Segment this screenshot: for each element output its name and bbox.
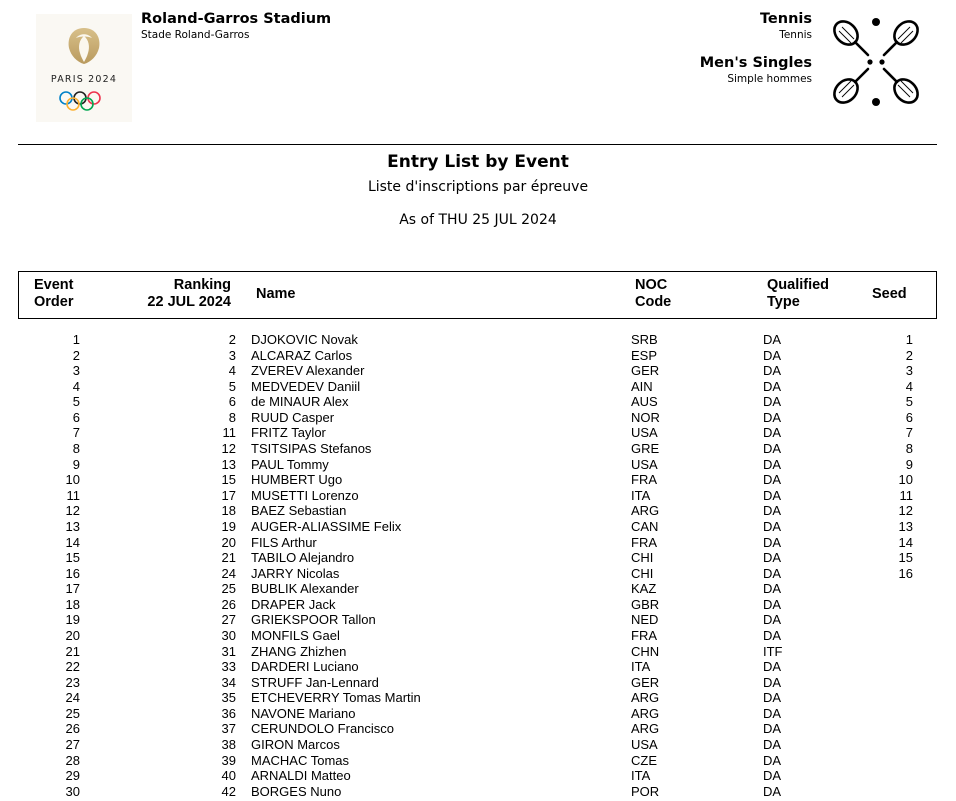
cell-seed: 10 xyxy=(898,472,913,488)
table-header xyxy=(18,271,937,319)
cell-event-order: 11 xyxy=(66,487,80,503)
paris-2024-logo xyxy=(36,14,132,122)
cell-ranking: 6 xyxy=(228,394,236,410)
cell-noc-code: CZE xyxy=(631,752,657,768)
table-row xyxy=(0,690,956,706)
cell-noc-code: FRA xyxy=(631,627,657,643)
cell-ranking: 17 xyxy=(221,487,236,503)
col-seed: Seed xyxy=(872,286,907,302)
col-noc-line2: Code xyxy=(635,294,672,310)
cell-athlete-name: MONFILS Gael xyxy=(251,627,340,643)
cell-athlete-name: CERUNDOLO Francisco xyxy=(251,721,395,737)
cell-noc-code: ITA xyxy=(631,659,651,675)
table-row xyxy=(0,721,956,737)
cell-event-order: 1 xyxy=(72,332,80,347)
cell-event-order: 12 xyxy=(65,503,80,519)
cell-qualified-type: DA xyxy=(763,596,782,612)
cell-event-order: 13 xyxy=(65,518,80,534)
cell-noc-code: CAN xyxy=(631,518,659,534)
cell-athlete-name: ALCARAZ Carlos xyxy=(251,347,353,363)
cell-athlete-name: ZHANG Zhizhen xyxy=(251,643,347,659)
cell-event-order: 30 xyxy=(65,783,80,799)
as-of-date: As of THU 25 JUL 2024 xyxy=(399,212,557,228)
cell-ranking: 5 xyxy=(228,378,236,394)
cell-athlete-name: DARDERI Luciano xyxy=(251,659,359,675)
cell-event-order: 2 xyxy=(72,347,80,363)
cell-noc-code: USA xyxy=(631,737,658,753)
cell-athlete-name: TABILO Alejandro xyxy=(251,550,355,566)
cell-noc-code: ARG xyxy=(631,503,660,519)
cell-qualified-type: DA xyxy=(763,332,782,347)
cell-ranking: 3 xyxy=(228,347,236,363)
cell-noc-code: FRA xyxy=(631,472,657,488)
cell-noc-code: KAZ xyxy=(631,581,657,597)
cell-seed: 12 xyxy=(898,503,913,519)
cell-athlete-name: NAVONE Mariano xyxy=(251,705,356,721)
cell-qualified-type: DA xyxy=(763,518,782,534)
cell-event-order: 9 xyxy=(72,456,80,472)
cell-qualified-type: DA xyxy=(763,705,782,721)
cell-athlete-name: BORGES Nuno xyxy=(251,783,342,799)
cell-qualified-type: DA xyxy=(763,425,782,441)
report-title: Entry List by Event xyxy=(387,152,569,172)
cell-athlete-name: MACHAC Tomas xyxy=(251,752,350,768)
table-row xyxy=(0,644,956,660)
cell-ranking: 18 xyxy=(221,503,236,519)
cell-athlete-name: RUUD Casper xyxy=(251,409,335,425)
cell-noc-code: CHI xyxy=(631,550,654,566)
cell-athlete-name: DRAPER Jack xyxy=(251,596,336,612)
entry-list xyxy=(0,332,956,799)
cell-ranking: 19 xyxy=(221,518,236,534)
cell-qualified-type: DA xyxy=(763,409,782,425)
cell-event-order: 3 xyxy=(72,363,80,379)
cell-event-order: 18 xyxy=(65,596,80,612)
cell-noc-code: ARG xyxy=(631,705,660,721)
cell-athlete-name: DJOKOVIC Novak xyxy=(251,332,358,347)
table-row xyxy=(0,581,956,597)
col-ranking xyxy=(147,277,231,311)
cell-event-order: 26 xyxy=(65,721,80,737)
cell-athlete-name: ZVEREV Alexander xyxy=(251,363,365,379)
header-divider xyxy=(18,144,937,145)
venue-block xyxy=(141,11,331,41)
table-row xyxy=(0,503,956,519)
cell-qualified-type: DA xyxy=(763,581,782,597)
cell-qualified-type: DA xyxy=(763,752,782,768)
col-ranking-line1: Ranking xyxy=(173,277,231,293)
cell-seed: 3 xyxy=(905,363,913,379)
cell-event-order: 6 xyxy=(72,409,80,425)
cell-noc-code: ITA xyxy=(631,768,651,784)
cell-athlete-name: MUSETTI Lorenzo xyxy=(251,487,359,503)
cell-ranking: 25 xyxy=(221,581,236,597)
venue-name-fr: Stade Roland-Garros xyxy=(141,29,250,41)
venue-name: Roland-Garros Stadium xyxy=(141,11,332,27)
table-row xyxy=(0,737,956,753)
cell-event-order: 17 xyxy=(65,581,80,597)
olympic-rings-icon xyxy=(56,90,112,112)
cell-athlete-name: ETCHEVERRY Tomas Martin xyxy=(251,690,421,706)
cell-seed: 16 xyxy=(898,565,913,581)
col-name: Name xyxy=(256,286,296,302)
table-row xyxy=(0,675,956,691)
cell-ranking: 15 xyxy=(221,472,236,488)
table-row xyxy=(0,535,956,551)
table-row xyxy=(0,410,956,426)
cell-qualified-type: DA xyxy=(763,456,782,472)
cell-event-order: 4 xyxy=(72,378,80,394)
col-ranking-line2: 22 JUL 2024 xyxy=(147,294,231,310)
cell-ranking: 42 xyxy=(221,783,236,799)
cell-seed: 9 xyxy=(905,456,913,472)
cell-noc-code: CHI xyxy=(631,565,654,581)
cell-seed: 13 xyxy=(898,518,913,534)
cell-athlete-name: MEDVEDEV Daniil xyxy=(251,378,361,394)
cell-seed: 6 xyxy=(905,409,913,425)
event-name-fr: Simple hommes xyxy=(727,73,812,85)
cell-ranking: 38 xyxy=(221,737,236,753)
cell-ranking: 2 xyxy=(228,332,236,347)
table-row xyxy=(0,441,956,457)
cell-noc-code: ARG xyxy=(631,690,660,706)
table-row xyxy=(0,379,956,395)
cell-noc-code: POR xyxy=(631,783,660,799)
cell-noc-code: NED xyxy=(631,612,659,628)
table-row xyxy=(0,753,956,769)
cell-qualified-type: DA xyxy=(763,737,782,753)
cell-ranking: 37 xyxy=(221,721,236,737)
cell-noc-code: GER xyxy=(631,674,660,690)
table-row xyxy=(0,784,956,800)
cell-event-order: 7 xyxy=(72,425,80,441)
table-row xyxy=(0,659,956,675)
cell-event-order: 14 xyxy=(65,534,80,550)
cell-qualified-type: DA xyxy=(763,768,782,784)
cell-athlete-name: ARNALDI Matteo xyxy=(251,768,351,784)
table-row xyxy=(0,519,956,535)
cell-event-order: 20 xyxy=(65,627,80,643)
cell-noc-code: ESP xyxy=(631,347,658,363)
cell-qualified-type: DA xyxy=(763,550,782,566)
table-row xyxy=(0,768,956,784)
cell-noc-code: AUS xyxy=(631,394,658,410)
table-row xyxy=(0,332,956,348)
cell-ranking: 4 xyxy=(228,363,236,379)
cell-noc-code: USA xyxy=(631,456,658,472)
cell-noc-code: AIN xyxy=(631,378,653,394)
cell-seed: 11 xyxy=(899,487,913,503)
cell-event-order: 24 xyxy=(65,690,80,706)
table-row xyxy=(0,394,956,410)
cell-ranking: 36 xyxy=(221,705,236,721)
cell-ranking: 26 xyxy=(221,596,236,612)
table-row xyxy=(0,363,956,379)
col-qualified xyxy=(767,277,829,311)
cell-seed: 7 xyxy=(905,425,913,441)
cell-noc-code: USA xyxy=(631,425,658,441)
col-event-order-line1: Event xyxy=(34,277,74,293)
cell-qualified-type: DA xyxy=(763,487,782,503)
cell-qualified-type: ITF xyxy=(763,643,783,659)
cell-athlete-name: STRUFF Jan-Lennard xyxy=(251,674,379,690)
cell-qualified-type: DA xyxy=(763,721,782,737)
cell-event-order: 29 xyxy=(65,768,80,784)
tennis-pictogram-icon xyxy=(830,16,922,108)
cell-athlete-name: BAEZ Sebastian xyxy=(251,503,347,519)
cell-athlete-name: AUGER-ALIASSIME Felix xyxy=(251,518,402,534)
cell-noc-code: FRA xyxy=(631,534,657,550)
cell-ranking: 39 xyxy=(221,752,236,768)
cell-qualified-type: DA xyxy=(763,472,782,488)
cell-seed: 8 xyxy=(905,441,913,457)
cell-ranking: 35 xyxy=(221,690,236,706)
cell-noc-code: SRB xyxy=(631,332,658,347)
cell-event-order: 15 xyxy=(65,550,80,566)
cell-qualified-type: DA xyxy=(763,783,782,799)
col-event-order-line2: Order xyxy=(34,294,74,310)
cell-event-order: 10 xyxy=(65,472,80,488)
table-row xyxy=(0,457,956,473)
cell-ranking: 11 xyxy=(222,425,236,441)
cell-qualified-type: DA xyxy=(763,612,782,628)
discipline-block xyxy=(700,11,812,85)
cell-seed: 4 xyxy=(905,378,913,394)
cell-noc-code: ITA xyxy=(631,487,651,503)
cell-noc-code: ARG xyxy=(631,721,660,737)
table-row xyxy=(0,472,956,488)
cell-qualified-type: DA xyxy=(763,503,782,519)
logo-text: PARIS 2024 xyxy=(50,74,118,85)
cell-noc-code: NOR xyxy=(631,409,660,425)
cell-event-order: 22 xyxy=(65,659,80,675)
cell-event-order: 5 xyxy=(72,394,80,410)
cell-qualified-type: DA xyxy=(763,394,782,410)
cell-event-order: 27 xyxy=(65,737,80,753)
cell-event-order: 8 xyxy=(72,441,80,457)
cell-qualified-type: DA xyxy=(763,659,782,675)
col-qualified-line1: Qualified xyxy=(767,277,830,293)
cell-ranking: 12 xyxy=(221,441,236,457)
cell-noc-code: GBR xyxy=(631,596,660,612)
cell-seed: 2 xyxy=(905,347,913,363)
table-row xyxy=(0,612,956,628)
cell-seed: 1 xyxy=(905,332,913,347)
cell-qualified-type: DA xyxy=(763,378,782,394)
cell-athlete-name: FILS Arthur xyxy=(251,534,317,550)
cell-noc-code: CHN xyxy=(631,643,660,659)
cell-seed: 14 xyxy=(898,534,913,550)
cell-qualified-type: DA xyxy=(763,441,782,457)
event-name: Men's Singles xyxy=(699,55,812,71)
cell-qualified-type: DA xyxy=(763,347,782,363)
discipline-name: Tennis xyxy=(759,11,812,27)
cell-qualified-type: DA xyxy=(763,534,782,550)
cell-event-order: 16 xyxy=(65,565,80,581)
col-noc-line1: NOC xyxy=(635,277,668,293)
cell-ranking: 27 xyxy=(221,612,236,628)
cell-ranking: 13 xyxy=(221,456,236,472)
table-row xyxy=(0,597,956,613)
cell-noc-code: GER xyxy=(631,363,660,379)
cell-athlete-name: de MINAUR Alex xyxy=(251,394,349,410)
cell-noc-code: GRE xyxy=(631,441,660,457)
cell-qualified-type: DA xyxy=(763,363,782,379)
cell-athlete-name: FRITZ Taylor xyxy=(251,425,326,441)
cell-qualified-type: DA xyxy=(763,690,782,706)
col-noc xyxy=(635,277,671,311)
cell-ranking: 33 xyxy=(221,659,236,675)
cell-event-order: 19 xyxy=(65,612,80,628)
cell-ranking: 40 xyxy=(221,768,236,784)
cell-ranking: 30 xyxy=(221,627,236,643)
table-row xyxy=(0,628,956,644)
cell-qualified-type: DA xyxy=(763,565,782,581)
cell-qualified-type: DA xyxy=(763,674,782,690)
cell-event-order: 28 xyxy=(65,752,80,768)
cell-ranking: 24 xyxy=(221,565,236,581)
table-row xyxy=(0,566,956,582)
cell-athlete-name: GRIEKSPOOR Tallon xyxy=(251,612,376,628)
cell-event-order: 23 xyxy=(65,674,80,690)
cell-seed: 15 xyxy=(898,550,913,566)
cell-athlete-name: GIRON Marcos xyxy=(251,737,340,753)
cell-ranking: 21 xyxy=(221,550,236,566)
cell-athlete-name: PAUL Tommy xyxy=(251,456,329,472)
cell-ranking: 34 xyxy=(221,674,236,690)
table-row xyxy=(0,550,956,566)
cell-qualified-type: DA xyxy=(763,627,782,643)
cell-ranking: 8 xyxy=(228,409,236,425)
table-row xyxy=(0,706,956,722)
col-event-order xyxy=(34,277,74,311)
col-qualified-line2: Type xyxy=(767,294,800,310)
cell-event-order: 25 xyxy=(65,705,80,721)
table-row xyxy=(0,488,956,504)
cell-athlete-name: HUMBERT Ugo xyxy=(251,472,343,488)
cell-athlete-name: JARRY Nicolas xyxy=(251,565,340,581)
cell-athlete-name: BUBLIK Alexander xyxy=(251,581,359,597)
report-subtitle: Liste d'inscriptions par épreuve xyxy=(367,179,589,195)
cell-athlete-name: TSITSIPAS Stefanos xyxy=(251,441,372,457)
table-row xyxy=(0,425,956,441)
table-row xyxy=(0,348,956,364)
cell-ranking: 20 xyxy=(221,534,236,550)
cell-seed: 5 xyxy=(905,394,913,410)
discipline-name-fr: Tennis xyxy=(779,29,812,41)
cell-ranking: 31 xyxy=(221,643,236,659)
cell-event-order: 21 xyxy=(65,643,80,659)
